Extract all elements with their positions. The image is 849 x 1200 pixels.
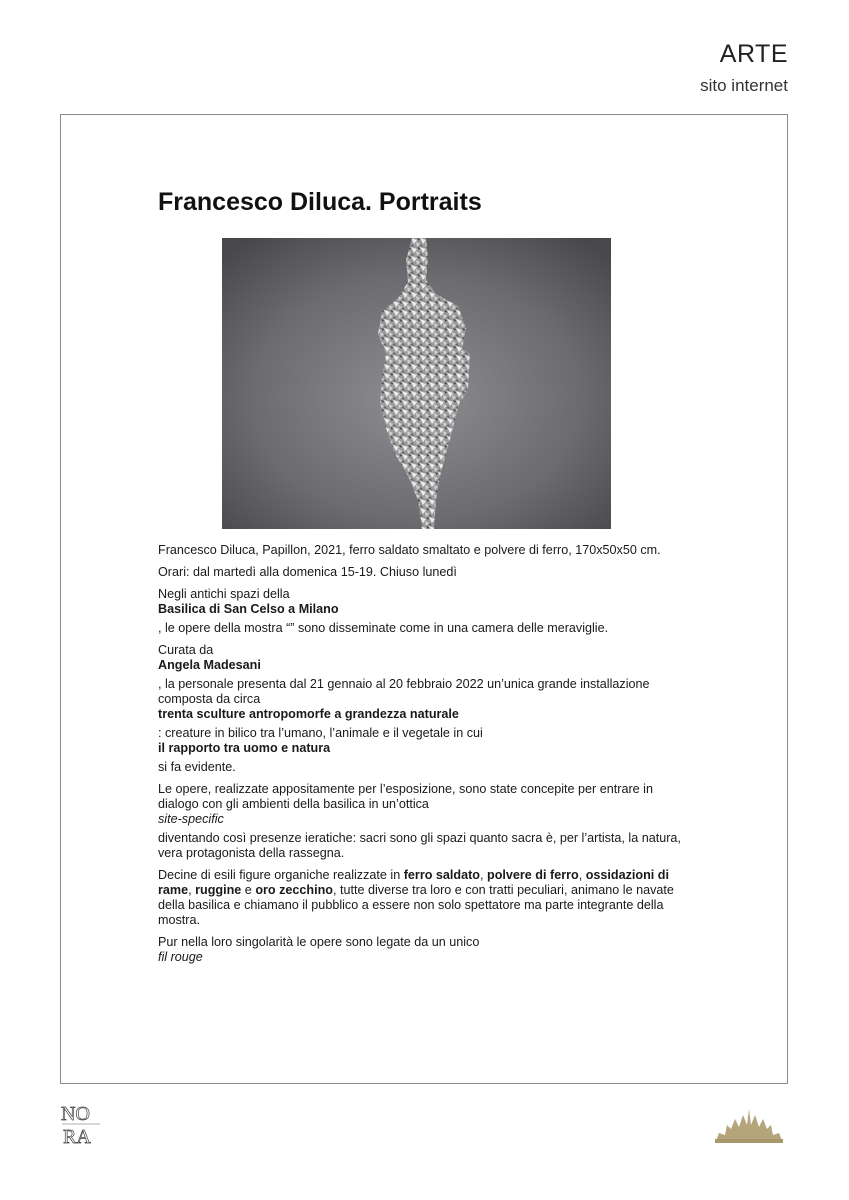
material-term: ferro saldato [403,868,481,882]
article-photo [222,238,611,529]
paragraph: Le opere, realizzate appositamente per l’esposizione, sono state concepite per entrare in dialogo con gli ambienti della basilica in un’ottica [158,782,653,811]
material-term: ruggine [195,883,242,897]
text-run: Decine di esili figure organiche realizzate in [158,868,404,882]
logo-text-line1: NO [61,1103,90,1125]
italic-term: site-specific [158,812,224,826]
paragraph-bold [158,741,688,756]
text-run: , [578,868,586,882]
article-body [158,543,688,965]
venue-name: Basilica di San Celso a Milano [158,602,339,616]
paragraph: Negli antichi spazi della [158,587,290,601]
paragraph-bold [158,602,688,617]
paragraph-bold [158,658,688,673]
text-run: , tutte diverse tra loro e con tratti peculiari, animano le navate della basilica e chiamano il pubblico a essere non solo spettatore ma parte integrante della mostra. [158,883,674,927]
paragraph: : creature in bilico tra l’umano, l’animale e il vegetale in cui [158,726,483,740]
paragraph: Curata da [158,643,214,657]
material-term: polvere di ferro [487,868,579,882]
paragraph: si fa evidente. [158,760,236,774]
opening-hours: Orari: dal martedì alla domenica 15-19. Chiuso lunedì [158,565,457,579]
logo-text-line2: RA [63,1126,91,1145]
paragraph: , la personale presenta dal 21 gennaio al 20 febbraio 2022 un’unica grande installazione composta da circa [158,677,650,706]
paragraph: Pur nella loro singolarità le opere sono legate da un unico [158,935,480,949]
paragraph: diventando così presenze ieratiche: sacri sono gli spazi quanto sacra è, per l’artista, la natura, vera protagonista della rassegna. [158,831,681,860]
section-category: ARTE [719,40,788,68]
highlight-text: trenta sculture antropomorfe a grandezza naturale [158,707,459,721]
highlight-text: il rapporto tra uomo e natura [158,741,331,755]
italic-term: fil rouge [158,950,203,964]
curator-name: Angela Madesani [158,658,261,672]
text-run: e [241,883,256,897]
photo-caption: Francesco Diluca, Papillon, 2021, ferro saldato smaltato e polvere di ferro, 170x50x50 cm. [158,543,661,557]
paragraph: , le opere della mostra “” sono disseminate come in una camera delle meraviglie. [158,621,609,635]
text-run: , [188,883,196,897]
text-run: , [480,868,488,882]
paragraph-materials [158,868,688,928]
material-term: ossidazioni di rame [158,868,669,897]
paragraph-italic [158,812,688,827]
paragraph-italic [158,950,688,965]
material-term: oro zecchino [255,883,333,897]
paragraph-bold [158,707,688,722]
section-subcategory: sito internet [700,76,788,95]
article-title: Francesco Diluca. Portraits [158,188,482,216]
crown-icon [713,1105,785,1145]
nora-logo [60,1101,102,1145]
